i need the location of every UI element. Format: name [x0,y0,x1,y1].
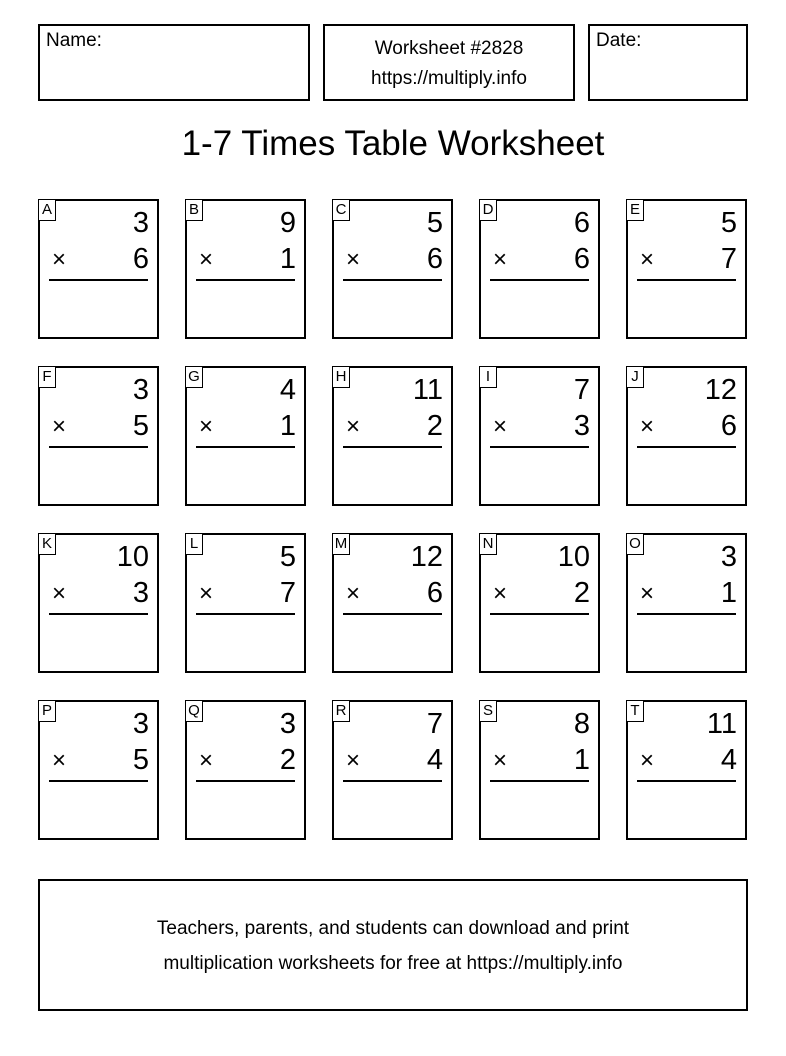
problem-letter: R [332,700,350,722]
problem-letter: D [479,199,497,221]
times-sign: × [346,747,361,774]
problem-letter: C [332,199,350,221]
problem-bottom-number: 3 [132,577,149,609]
answer-line [490,613,589,615]
problem-letter: M [332,533,350,555]
problem-top-number: 5 [720,207,737,239]
problem-bottom-number: 5 [132,744,149,776]
problem-top-number: 10 [557,541,590,573]
problem-letter: S [479,700,497,722]
answer-line [49,446,148,448]
problem-card[interactable] [479,533,600,673]
times-sign: × [52,747,67,774]
answer-line [490,446,589,448]
times-sign: × [346,580,361,607]
times-sign: × [640,747,655,774]
problem-card[interactable] [626,366,747,506]
problem-top-number: 3 [132,207,149,239]
footer-line-1: Teachers, parents, and students can download and print [156,918,630,939]
problem-card[interactable] [332,199,453,339]
problem-bottom-number: 4 [720,744,737,776]
problem-bottom-number: 2 [279,744,296,776]
footer-box [38,879,748,1011]
problem-card[interactable] [626,700,747,840]
times-sign: × [640,580,655,607]
problem-top-number: 11 [706,708,737,740]
footer-text [40,881,746,981]
problem-bottom-number: 1 [720,577,737,609]
problem-bottom-number: 6 [132,243,149,275]
times-sign: × [52,580,67,607]
answer-line [49,613,148,615]
worksheet-url: https://multiply.info [371,68,527,89]
problem-bottom-number: 3 [573,410,590,442]
date-field-box[interactable] [588,24,748,101]
problem-top-number: 7 [426,708,443,740]
answer-line [343,780,442,782]
problem-letter: K [38,533,56,555]
problem-card[interactable] [185,533,306,673]
problem-top-number: 8 [573,708,590,740]
times-sign: × [346,413,361,440]
problem-letter: L [185,533,203,555]
problem-top-number: 3 [132,374,149,406]
times-sign: × [52,413,67,440]
problem-bottom-number: 2 [573,577,590,609]
footer-line-2: multiplication worksheets for free at https://multiply.info [163,953,623,974]
problem-card[interactable] [38,700,159,840]
times-sign: × [199,413,214,440]
problem-letter: O [626,533,644,555]
answer-line [49,279,148,281]
problem-top-number: 12 [704,374,737,406]
name-label: Name: [46,30,102,51]
times-sign: × [493,580,508,607]
problem-bottom-number: 7 [720,243,737,275]
times-sign: × [346,246,361,273]
problem-bottom-number: 6 [426,577,443,609]
problem-bottom-number: 4 [426,744,443,776]
problem-top-number: 3 [279,708,296,740]
answer-line [196,613,295,615]
answer-line [637,446,736,448]
worksheet-id: Worksheet #2828 [374,38,524,59]
problem-letter: T [626,700,644,722]
problem-bottom-number: 7 [279,577,296,609]
times-sign: × [493,747,508,774]
problem-letter: P [38,700,56,722]
problem-bottom-number: 2 [426,410,443,442]
name-field-box[interactable] [38,24,310,101]
problem-card[interactable] [185,199,306,339]
problem-top-number: 7 [573,374,590,406]
answer-line [196,780,295,782]
answer-line [343,613,442,615]
problem-card[interactable] [479,366,600,506]
page-title: 1-7 Times Table Worksheet [181,124,605,163]
problem-letter: F [38,366,56,388]
problem-letter: Q [185,700,203,722]
problem-top-number: 6 [573,207,590,239]
date-label: Date: [596,30,642,51]
answer-line [343,446,442,448]
problem-card[interactable] [185,700,306,840]
answer-line [637,613,736,615]
problem-bottom-number: 6 [573,243,590,275]
problem-card[interactable] [332,366,453,506]
problem-bottom-number: 6 [426,243,443,275]
problem-letter: H [332,366,350,388]
times-sign: × [493,413,508,440]
problem-bottom-number: 5 [132,410,149,442]
worksheet-info-box [323,24,575,101]
problem-bottom-number: 1 [279,243,296,275]
times-sign: × [199,747,214,774]
problem-card[interactable] [626,199,747,339]
answer-line [196,446,295,448]
problem-letter: G [185,366,203,388]
problem-letter: J [626,366,644,388]
problem-top-number: 3 [132,708,149,740]
problem-card[interactable] [38,366,159,506]
answer-line [637,780,736,782]
problem-card[interactable] [479,700,600,840]
problem-letter: N [479,533,497,555]
problem-card[interactable] [332,700,453,840]
problem-top-number: 4 [279,374,296,406]
problem-card[interactable] [332,533,453,673]
times-sign: × [52,246,67,273]
answer-line [343,279,442,281]
problem-top-number: 5 [279,541,296,573]
problem-letter: A [38,199,56,221]
worksheet-info [325,26,573,94]
answer-line [637,279,736,281]
problem-letter: I [479,366,497,388]
problem-letter: E [626,199,644,221]
times-sign: × [199,580,214,607]
problem-bottom-number: 1 [279,410,296,442]
answer-line [196,279,295,281]
problem-top-number: 3 [720,541,737,573]
times-sign: × [493,246,508,273]
problem-top-number: 5 [426,207,443,239]
problem-top-number: 12 [410,541,443,573]
answer-line [49,780,148,782]
times-sign: × [640,413,655,440]
problem-card[interactable] [185,366,306,506]
problem-card[interactable] [479,199,600,339]
problem-top-number: 11 [412,374,443,406]
problem-card[interactable] [38,199,159,339]
problem-card[interactable] [38,533,159,673]
times-sign: × [640,246,655,273]
answer-line [490,279,589,281]
problem-top-number: 9 [279,207,296,239]
problem-bottom-number: 6 [720,410,737,442]
answer-line [490,780,589,782]
problem-letter: B [185,199,203,221]
problem-card[interactable] [626,533,747,673]
problem-bottom-number: 1 [573,744,590,776]
problem-top-number: 10 [116,541,149,573]
times-sign: × [199,246,214,273]
